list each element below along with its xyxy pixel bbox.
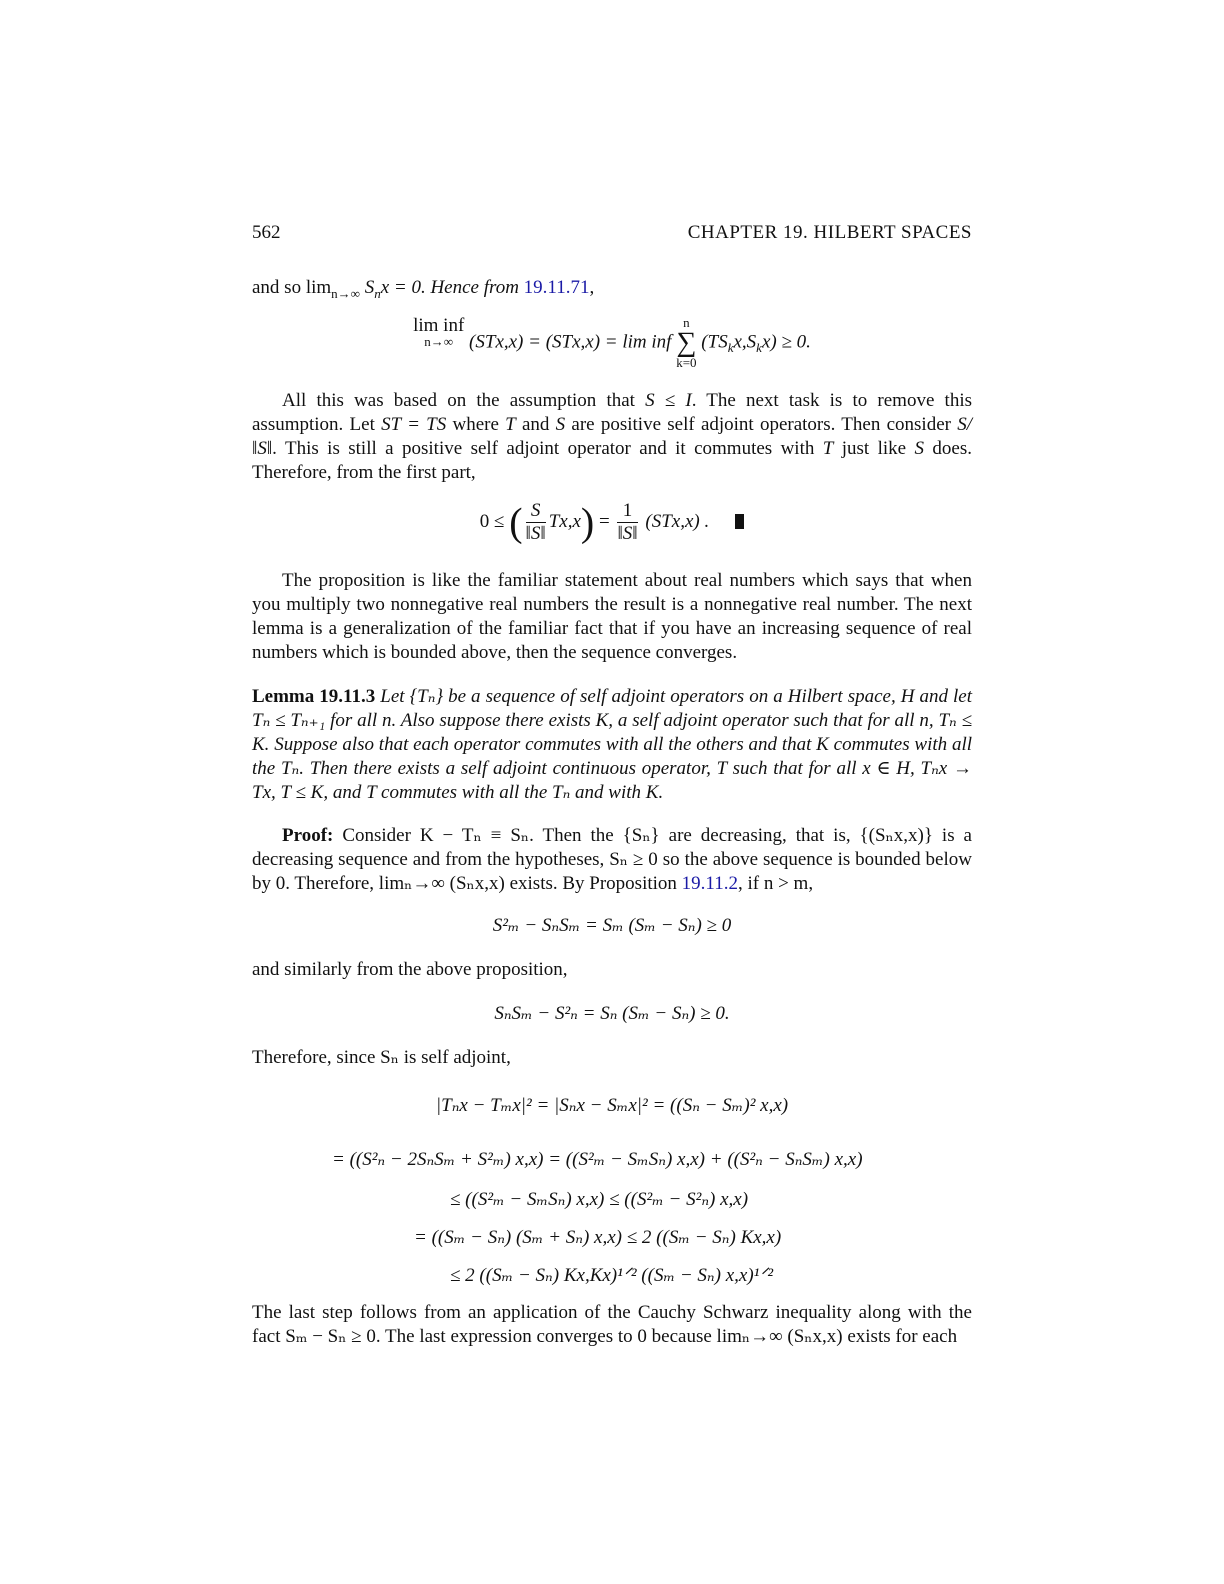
text: n	[374, 285, 381, 301]
equation-s-squared-m	[252, 914, 972, 938]
text: (TS	[701, 331, 728, 353]
text: |Tₙx − Tₘx|² = |Sₙx − Sₘx|² = ((Sₙ − Sₘ)² x,x)	[435, 1095, 789, 1116]
text: ‖S‖	[617, 523, 638, 544]
text: where	[446, 414, 506, 435]
proposition-reference-link[interactable]: 19.11.2	[681, 873, 738, 894]
text: ‖S‖	[525, 523, 546, 544]
equation-norm-difference	[252, 1094, 972, 1118]
equation-line-2	[450, 1188, 748, 1212]
qed-square-icon	[735, 514, 744, 529]
paragraph-therefore: Therefore, since Sₙ is self adjoint,	[252, 1047, 511, 1068]
text: S	[526, 500, 546, 523]
lemma-label: Lemma 19.11.3	[252, 686, 376, 707]
text: S ≤ I	[645, 390, 692, 411]
text: (STx,x) .	[645, 510, 710, 532]
equation-s-squared-n	[252, 1002, 972, 1026]
text: k	[727, 340, 734, 356]
text: T	[822, 438, 834, 459]
text: are positive self adjoint operators. Then consider	[565, 414, 958, 435]
equation-line-4	[450, 1264, 773, 1288]
text: ,	[589, 277, 595, 298]
proof-label: Proof:	[282, 825, 334, 846]
text: k	[756, 340, 762, 356]
text: S	[555, 414, 566, 435]
text: 0 ≤	[479, 510, 505, 532]
text: S	[359, 277, 375, 298]
text: ≤ ((S²ₘ − SₘSₙ) x,x) ≤ ((S²ₘ − S²ₙ) x,x)	[450, 1189, 749, 1210]
text: . The next task is to remove this assumption. Let	[252, 390, 972, 435]
text: does. Therefore, from the first part,	[252, 438, 972, 483]
text: n	[683, 315, 690, 330]
text: Tx,x	[548, 510, 581, 532]
text: T	[505, 414, 516, 435]
text: x) ≥ 0.	[761, 331, 811, 353]
chapter-title: CHAPTER 19. HILBERT SPACES	[687, 222, 972, 243]
text: and	[515, 414, 556, 435]
equation-line-3	[414, 1226, 781, 1250]
text: and so lim	[252, 277, 332, 298]
lim-inf-operator	[413, 316, 464, 348]
page	[252, 0, 972, 1584]
text: All this was based on the assumption that	[282, 390, 646, 411]
text: Consider K − Tₙ ≡ Sₙ. Then the {Sₙ} are decreasing, that is, {(Sₙx,x)} is a decreasing sequence and from the hypotheses, Sₙ ≥ 0 so the above sequence is bounded below by 0. Therefore, limₙ→∞ (Sₙx,x) exists. By Proposition	[252, 825, 972, 894]
equation-liminf	[252, 316, 972, 370]
sum-operator: n ∑ k=0	[676, 315, 697, 370]
text: x = 0. Hence from	[380, 277, 524, 298]
text: = ((S²ₙ − 2SₙSₘ + S²ₘ) x,x) = ((S²ₘ − SₘSₙ) x,x) + ((S²ₙ − SₙSₘ) x,x)	[332, 1149, 863, 1170]
text: just like	[833, 438, 915, 459]
text: x,S	[733, 331, 757, 353]
text: S/‖S‖	[252, 414, 972, 459]
text: k=0	[676, 355, 697, 370]
text: (STx,x) = (STx,x) = lim inf	[469, 331, 672, 353]
fraction	[617, 500, 637, 545]
text: = ((Sₘ − Sₙ) (Sₘ + Sₙ) x,x) ≤ 2 ((Sₘ − Sₙ) Kx,x)	[414, 1227, 782, 1248]
text: . This is still a positive self adjoint operator and it commutes with	[272, 438, 823, 459]
page-header	[252, 221, 972, 245]
paragraph-intro	[252, 276, 972, 300]
proof-paragraph	[252, 824, 972, 896]
fraction	[526, 500, 546, 545]
text: n→∞	[331, 285, 360, 301]
text: ST = TS	[381, 414, 447, 435]
paragraph-cauchy-schwarz: The last step follows from an application of the Cauchy Schwarz inequality along with the fact Sₘ − Sₙ ≥ 0. The last expression converges to 0 because limₙ→∞ (Sₙx,x) exists for each	[252, 1302, 972, 1347]
lemma-text: Let {Tₙ} be a sequence of self adjoint operators on a Hilbert space, H and let Tₙ ≤ Tₙ₊₁ for all n. Also suppose there exists K, a self adjoint operator such that for all n, Tₙ ≤ K. Suppose also that each operator commutes with all the others and that K commutes with all the Tₙ. Then there exists a self adjoint continuous operator, T such that for all x ∈ H, Tₙx → Tx, T ≤ K, and T commutes with all the Tₙ and with K.	[252, 686, 972, 803]
text: SₙSₘ − S²ₙ = Sₙ (Sₘ − Sₙ) ≥ 0.	[494, 1003, 730, 1024]
paragraph-assumption	[252, 389, 972, 485]
text: =	[598, 510, 610, 532]
equation-normalized: 0 ≤ ( $\frac{S}{‖S‖}$ Tx,x) = $\frac{1}{‖S‖}$ (STx,x) .	[252, 500, 972, 545]
text: n→∞	[424, 334, 454, 349]
text: S²ₘ − SₙSₘ = Sₘ (Sₘ − Sₙ) ≥ 0	[492, 915, 732, 936]
text: , if n > m,	[737, 873, 814, 894]
equation-line-1	[332, 1148, 863, 1172]
text: 1	[617, 500, 637, 523]
text: lim inf	[413, 315, 465, 336]
text: S	[914, 438, 924, 459]
page-number: 562	[252, 222, 281, 243]
paragraph-proposition-comment: The proposition is like the familiar statement about real numbers which says that when you multiply two nonnegative real numbers the result is a nonnegative real number. The next lemma is a generalization of the familiar fact that if you have an increasing sequence of real numbers which is bounded above, then the sequence converges.	[252, 570, 972, 663]
paragraph-similarly: and similarly from the above proposition,	[252, 959, 568, 980]
equation-reference-link[interactable]: 19.11.71	[523, 277, 590, 298]
text: ≤ 2 ((Sₘ − Sₙ) Kx,Kx)¹ᐟ² ((Sₘ − Sₙ) x,x)¹ᐟ²	[450, 1265, 774, 1286]
lemma-19-11-3	[252, 685, 972, 805]
